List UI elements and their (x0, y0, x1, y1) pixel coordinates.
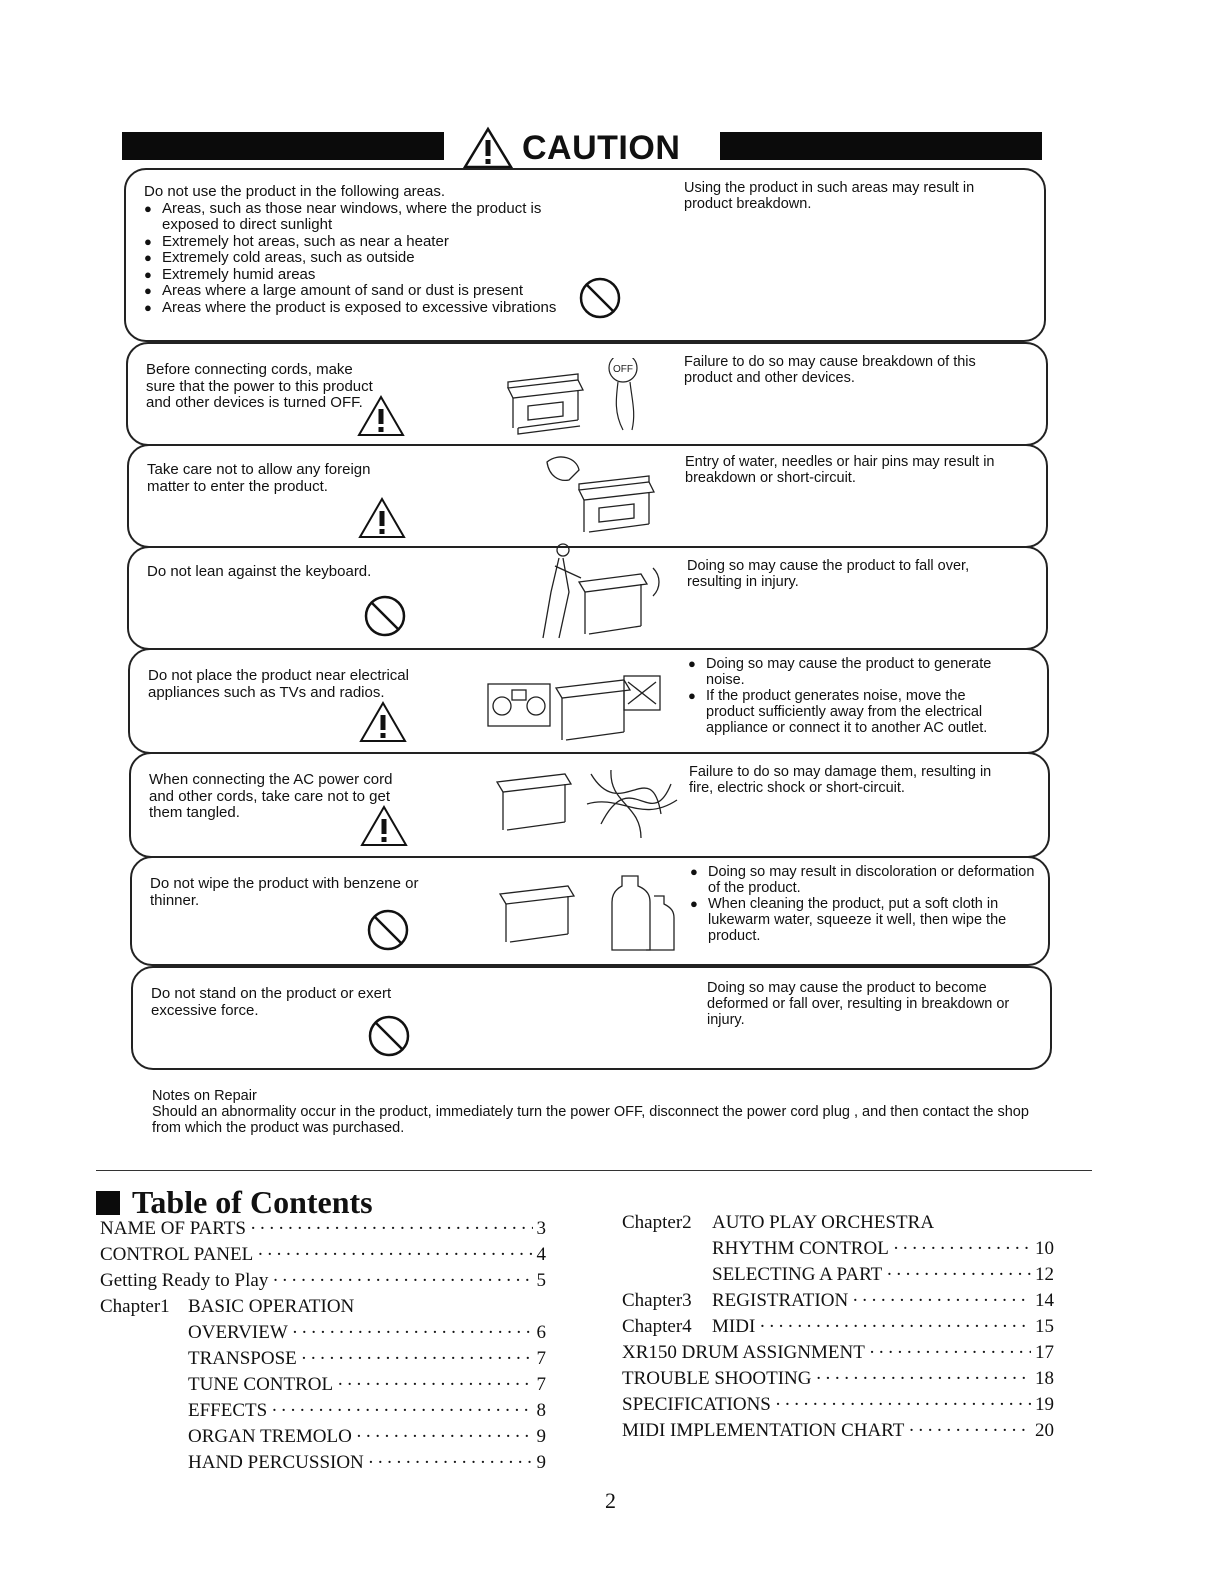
caution-text: Before connecting cords, make sure that the power to this product and other devices is turned OFF. (146, 361, 373, 411)
caution-box-cords (129, 752, 1050, 858)
notes-on-repair (152, 1088, 1032, 1136)
person-leaning-illustration (529, 542, 669, 646)
prohibition-icon (363, 594, 407, 638)
toc-entry[interactable]: ORGAN TREMOLO ····· 9 (188, 1426, 546, 1452)
caution-result-list (690, 864, 1048, 944)
caution-result-list (688, 656, 1008, 736)
appliances-illustration (484, 654, 664, 750)
list-item: ● Areas where a large amount of sand or dust is present (144, 283, 584, 300)
toc-entry[interactable]: Chapter4 MIDI ····· 15 (622, 1316, 1054, 1342)
warning-icon (359, 804, 409, 848)
prohibition-icon (367, 1014, 411, 1058)
off-label: OFF (613, 364, 633, 375)
caution-result: Doing so may cause the product to become deformed or fall over, resulting in breakdown or injury. (707, 980, 1010, 1028)
caution-text: Do not lean against the keyboard. (147, 563, 372, 580)
organ-power-illustration (498, 358, 658, 438)
list-item: ● When cleaning the product, put a soft cloth in lukewarm water, squeeze it well, then wipe the product. (690, 896, 1048, 944)
caution-text: Do not wipe the product with benzene or thinner. (150, 875, 419, 909)
caution-header (122, 126, 1046, 170)
list-item: ● Doing so may result in discoloration or deformation of the product. (690, 864, 1048, 896)
toc-title: Table of Contents (132, 1184, 373, 1220)
caution-result: Using the product in such areas may result in product breakdown. (684, 180, 975, 212)
list-item: ● Areas, such as those near windows, where the product is exposed to direct sunlight (144, 201, 584, 234)
caution-result: Entry of water, needles or hair pins may result in breakdown or short-circuit. (685, 454, 995, 486)
section-divider (96, 1170, 1092, 1171)
toc-entry[interactable]: TUNE CONTROL ····· 7 (188, 1374, 546, 1400)
page-number: 2 (605, 1488, 616, 1513)
list-item: ● Doing so may cause the product to generate noise. (688, 656, 1008, 688)
toc-chapter-heading[interactable]: Chapter1 BASIC OPERATION (100, 1296, 355, 1317)
caution-box-benzene (130, 856, 1050, 966)
toc-entry[interactable]: SELECTING A PART ····· 12 (712, 1264, 1054, 1290)
list-item: ● Areas where the product is exposed to excessive vibrations (144, 300, 584, 317)
caution-result: Failure to do so may damage them, resulting in fire, electric shock or short-circuit. (689, 764, 992, 796)
toc-entry[interactable]: HAND PERCUSSION ····· 9 (188, 1452, 546, 1478)
warning-icon (356, 394, 406, 438)
tangled-cords-illustration (491, 764, 681, 844)
caution-box-lean (127, 546, 1048, 650)
toc-entry[interactable]: OVERVIEW ····· 6 (188, 1322, 546, 1348)
toc-entry[interactable]: EFFECTS ····· 8 (188, 1400, 546, 1426)
benzene-bottles-illustration (494, 872, 684, 956)
list-item: ● Extremely humid areas (144, 267, 584, 284)
prohibition-icon (366, 908, 410, 952)
warning-icon (358, 700, 408, 744)
header-bar-left (122, 132, 444, 160)
caution-box-power-off (126, 342, 1048, 446)
toc-entry[interactable]: XR150 DRUM ASSIGNMENT ····· 17 (622, 1342, 1054, 1368)
caution-box-force (131, 966, 1052, 1070)
toc-entry[interactable]: RHYTHM CONTROL ····· 10 (712, 1238, 1054, 1264)
toc-entry[interactable]: Getting Ready to Play ····· 5 (100, 1270, 546, 1296)
caution-box-foreign-matter (127, 444, 1048, 548)
caution-text: Do not place the product near electrical appliances such as TVs and radios. (148, 667, 409, 701)
caution-result: Doing so may cause the product to fall over, resulting in injury. (687, 558, 970, 590)
caution-box-locations (124, 168, 1046, 342)
caution-intro: Do not use the product in the following areas. (144, 183, 446, 200)
header-bar-right (720, 132, 1042, 160)
notes-title: Notes on Repair (152, 1088, 257, 1104)
caution-bullet-list (144, 201, 584, 317)
list-item: ● If the product generates noise, move the product sufficiently away from the electrical appliance or connect it to another AC outlet. (688, 688, 1008, 736)
toc-entry[interactable]: Chapter3 REGISTRATION ····· 14 (622, 1290, 1054, 1316)
caution-result: Failure to do so may cause breakdown of this product and other devices. (684, 354, 976, 386)
toc-left-column (100, 1218, 546, 1478)
toc-entry[interactable]: CONTROL PANEL ····· 4 (100, 1244, 546, 1270)
organ-liquid-illustration (539, 452, 669, 542)
warning-icon (462, 126, 514, 170)
toc-entry[interactable]: SPECIFICATIONS ····· 19 (622, 1394, 1054, 1420)
list-item: ● Extremely cold areas, such as outside (144, 250, 584, 267)
caution-text: Do not stand on the product or exert excessive force. (151, 985, 392, 1019)
list-item: ● Extremely hot areas, such as near a heater (144, 234, 584, 251)
toc-entry[interactable]: TROUBLE SHOOTING ····· 18 (622, 1368, 1054, 1394)
toc-entry[interactable]: MIDI IMPLEMENTATION CHART ····· 20 (622, 1420, 1054, 1446)
toc-entry[interactable]: NAME OF PARTS ····· 3 (100, 1218, 546, 1244)
warning-icon (357, 496, 407, 540)
caution-title (462, 126, 680, 170)
toc-heading (96, 1184, 373, 1221)
toc-chapter-heading[interactable]: Chapter2 AUTO PLAY ORCHESTRA (622, 1212, 935, 1233)
prohibition-icon (578, 276, 622, 320)
caution-label: CAUTION (522, 128, 681, 167)
caution-box-appliances (128, 648, 1049, 754)
caution-text: Take care not to allow any foreign matter to enter the product. (147, 461, 371, 495)
toc-entry[interactable]: TRANSPOSE ····· 7 (188, 1348, 546, 1374)
toc-right-column (622, 1212, 1054, 1452)
square-bullet-icon (96, 1191, 120, 1215)
notes-text: Should an abnormality occur in the product, immediately turn the power OFF, disconnect the power cord plug , and then contact the shop from which the product was purchased. (152, 1104, 1029, 1136)
caution-text: When connecting the AC power cord and other cords, take care not to get them tangled. (149, 771, 393, 821)
